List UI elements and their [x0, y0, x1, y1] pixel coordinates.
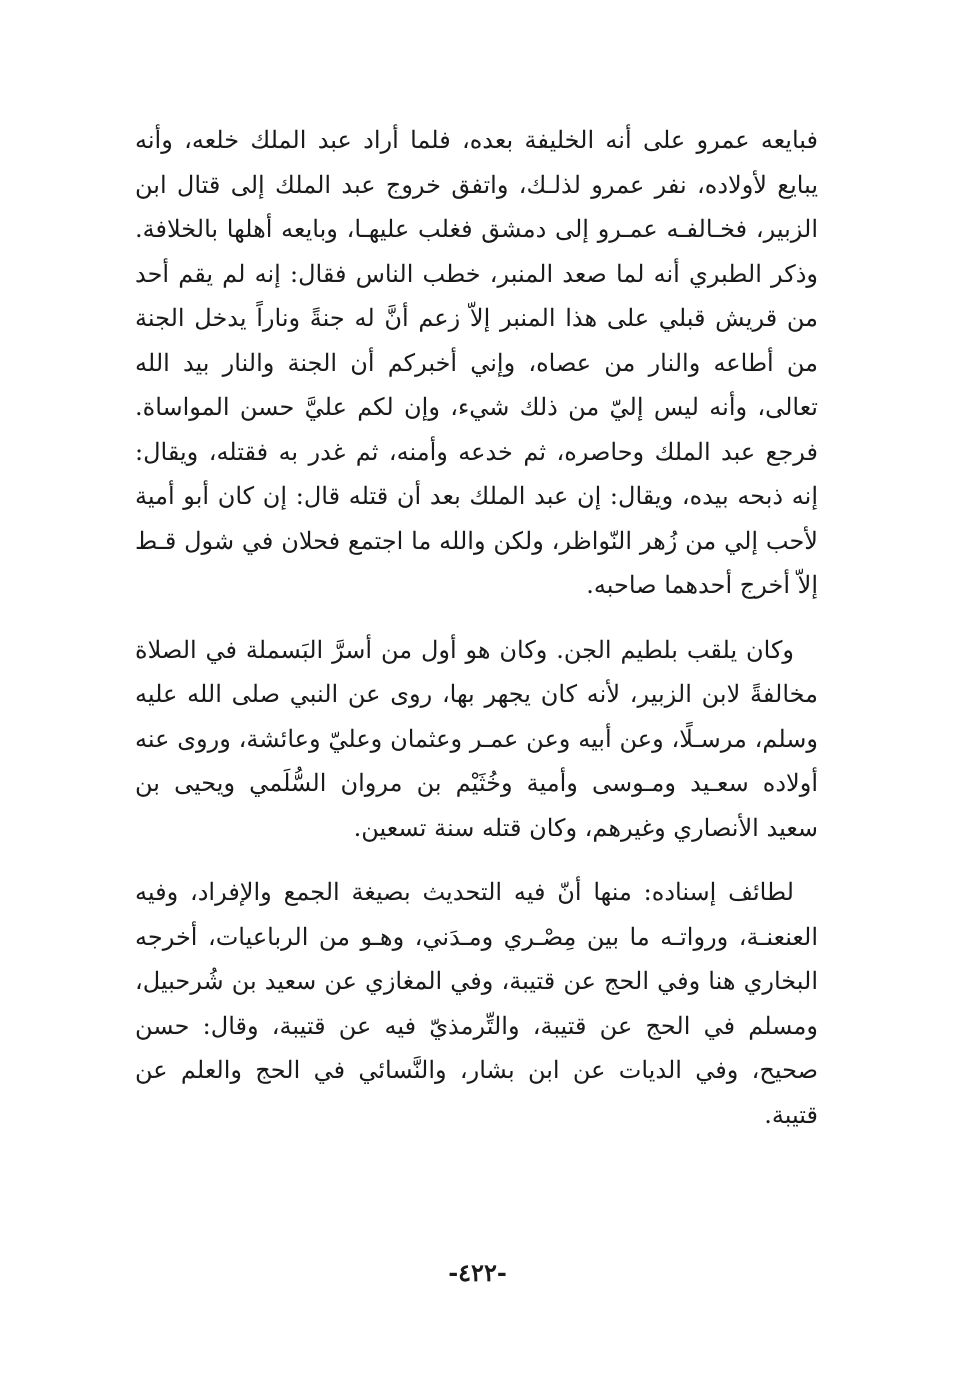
- paragraph-biography: فبايعه عمرو على أنه الخليفة بعده، فلما أراد عبد الملك خلعه، وأنه يبايع لأولاده، نفر عمرو لذلـك، واتفق خروج عبد الملك إلى قتال ابن الزبير، فخـالفـه عمـرو إلى دمشق فغلب عليهـا، وبايعه أهلها بالخلافة. وذكر الطبري أنه لما صعد المنبر، خطب الناس فقال: إنه لم يقم أحد من قريش قبلي على هذا المنبر إلاّ زعم أنَّ له جنةً وناراً يدخل الجنة من أطاعه والنار من عصاه، وإني أخبركم أن الجنة والنار بيد الله تعالى، وأنه ليس إليّ من ذلك شيء، وإن لكم عليَّ حسن المواساة. فرجع عبد الملك وحاصره، ثم خدعه وأمنه، ثم غدر به فقتله، ويقال: إنه ذبحه بيده، ويقال: إن عبد الملك بعد أن قتله قال: إن كان أبو أمية لأحب إلي من زُهر النّواظر، ولكن والله ما اجتمع فحلان في شول قـط إلاّ أخرج أحدهما صاحبه.: [135, 126, 819, 599]
- page-number: -٤٢٢-: [448, 1258, 507, 1287]
- paragraph-isnad-subtleties: لطائف إسناده: منها أنّ فيه التحديث بصيغة الجمع والإفراد، وفيه العنعنـة، ورواتـه ما بين مِصْـري ومـدَني، وهـو من الرباعيات، أخرجه البخاري هنا وفي الحج عن قتيبة، وفي المغازي عن سعيد بن شُرحبيل، ومسلم في الحج عن قتيبة، والتِّرمذيّ فيه عن قتيبة، وقال: حسن صحيح، وفي الديات عن ابن بشار، والنَّسائي في الحج والعلم عن قتيبة.: [135, 878, 818, 1129]
- paragraph-nickname: وكان يلقب بلطيم الجن. وكان هو أول من أسرَّ البَسملة في الصلاة مخالفةً لابن الزبير، لأنه كان يجهر بها، روى عن النبي صلى الله عليه وسلم، مرسـلًا، وعن أبيه وعن عمـر وعثمان وعليّ وعائشة، وروى عنه أولاده سعـيد ومـوسى وأمية وخُثَيْم بن مروان السُّلَمي ويحيى بن سعيد الأنصاري وغيرهم، وكان قتله سنة تسعين.: [135, 635, 818, 842]
- body-text: [135, 118, 818, 1137]
